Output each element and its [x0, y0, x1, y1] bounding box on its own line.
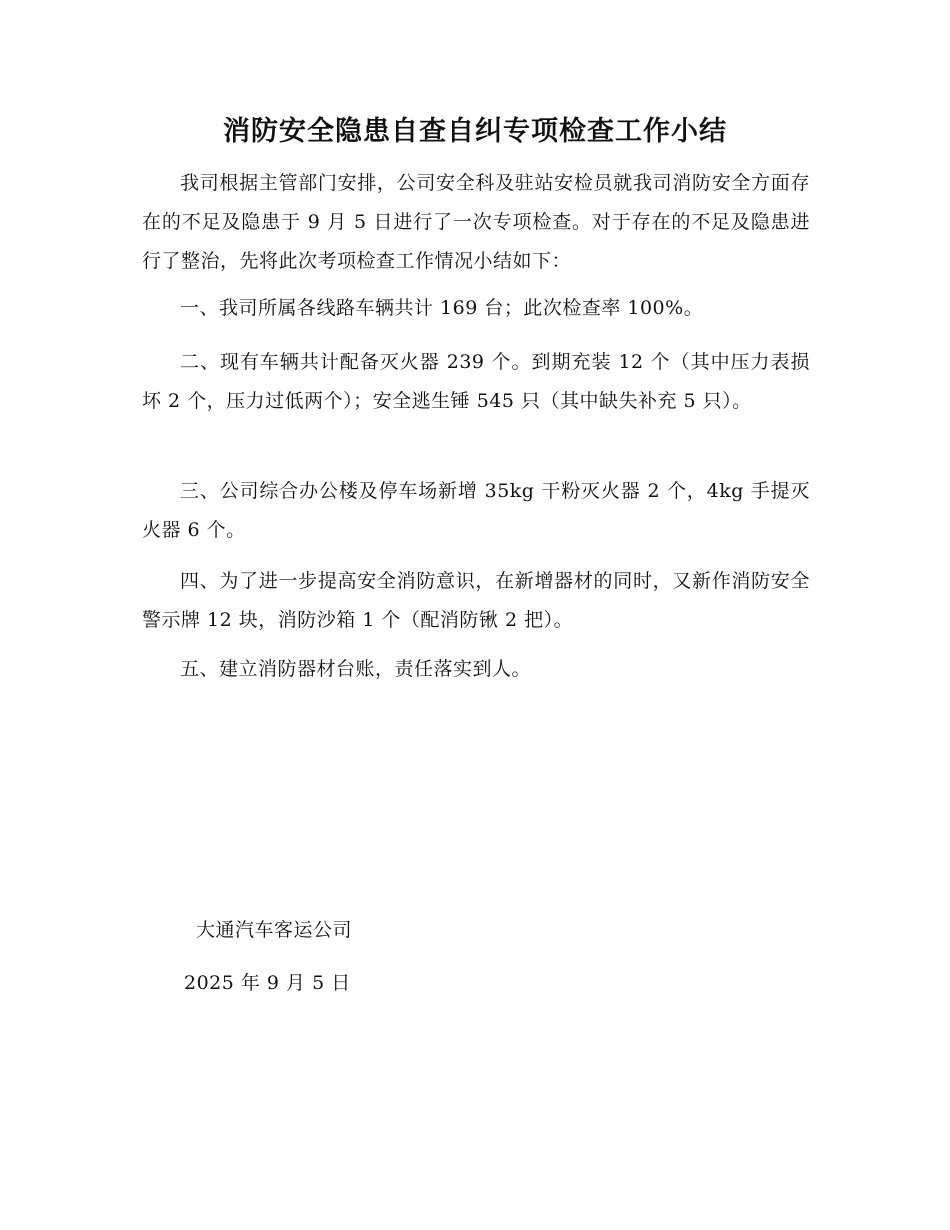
paragraph-item-3: 三、公司综合办公楼及停车场新增 35kg 干粉灭火器 2 个，4kg 手提灭火器 6 个。 — [142, 480, 810, 541]
document-title: 消防安全隐患自查自纠专项检查工作小结 — [223, 116, 727, 147]
paragraph-item-2: 二、现有车辆共计配备灭火器 239 个。到期充装 12 个（其中压力表损坏 2 个，压力过低两个）；安全逃生锤 545 只（其中缺失补充 5 只）。 — [142, 351, 810, 412]
signature-company: 大通汽车客运公司 — [196, 919, 353, 941]
paragraph-item-1: 一、我司所属各线路车辆共计 169 台；此次检查率 100%。 — [180, 297, 704, 319]
paragraph-item-5: 五、建立消防器材台账，责任落实到人。 — [180, 658, 532, 680]
signature-date: 2025 年 9 月 5 日 — [184, 972, 351, 994]
paragraph-item-4: 四、为了进一步提高安全消防意识，在新增器材的同时，又新作消防安全警示牌 12 块，消防沙箱 1 个（配消防锹 2 把）。 — [142, 570, 810, 631]
paragraph-intro: 我司根据主管部门安排，公司安全科及驻站安检员就我司消防安全方面存在的不足及隐患于 9 月 5 日进行了一次专项检查。对于存在的不足及隐患进行了整治，先将此次考项检查工作情况小结如下： — [142, 172, 810, 272]
